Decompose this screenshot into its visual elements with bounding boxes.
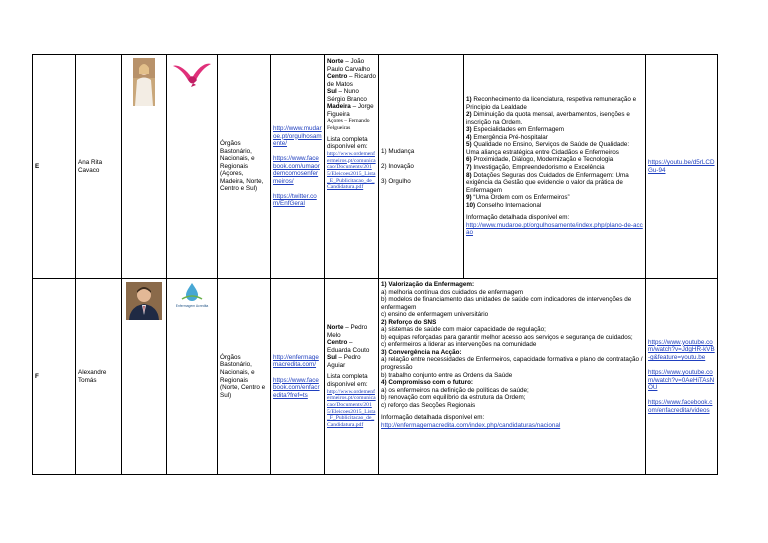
pink-bird-logo — [171, 58, 213, 88]
info-link[interactable]: http://enfermagemacredita.com/index.php/candidaturas/nacional — [381, 421, 561, 429]
youtube-link[interactable]: https://youtu.be/d5rLCDGu-94 — [648, 158, 715, 174]
list-letter: F — [33, 279, 76, 475]
twitter-link[interactable]: https://twitter.com/EnfGeral — [273, 192, 317, 208]
youtube-link[interactable]: https://www.youtube.com/watch?v=0AeHiTAsNOU — [648, 368, 715, 392]
candidates-table — [32, 54, 718, 475]
list-pdf-link[interactable]: http://www.ordemenfermeiros.pt/comunicacao/Documents/2015/Eleicoes2015_Lista_F_Publicitacao_de_Candidatura.pdf — [327, 388, 376, 429]
organs: Órgãos Bastonário, Nacionais, e Regionais (Açores, Madeira, Norte, Centro e Sul) — [218, 55, 271, 279]
list-pdf-link[interactable]: http://www.ordemenfermeiros.pt/comunicacao/Documents/2015/Eleicoes2015_Lista_E_Publicitacao_de_Candidatura.pdf — [327, 150, 376, 191]
list-item: 4) Emergência Pré-hospitalar — [466, 133, 548, 141]
program: 1) Reconhecimento da licenciatura, respetiva remuneração e Princípio da Lealdade 2) Diminuição da quota mensal, averbamentos, isenções e inscrição na Ordem. 3) Especialidades em Enfermagem 4) Emergência Pré-hospitalar 5) Qualidade no Ensino, Serviços de Saúde de Qualidade: Uma aliança estratégica entre Cidadãos e Enfermeiros 6) Proximidade, Diálogo, Modernização e Tecnologia 7) Investigação, Empreendedorismo e Excelência 8) Dotações Seguras dos Cuidados de Enfermagem: Uma exigência da Gestão que evidencie o valor da prática de Enfermagem 9) “Uma Ordem com os Enfermeiros” 10) Conselho Internacional Informação detalhada disponível em: http://www.mudaroe.pt/orgulhosamente/index.php/plano-de-accao — [464, 55, 646, 279]
program: 1) Valorização da Enfermagem: a) melhoria contínua dos cuidados de enfermagem b) modelos de financiamento das unidades de saúde com indicadores de intervenções de enfermagem c) ensino de enfermagem universitário 2) Reforço do SNS a) sistemas de saúde com maior capacidade de regulação; b) equipas reforçadas para garantir melhor acesso aos serviços e segurança de cuidados; c) enfermeiros a liderar as intervenções na comunidade 3) Convergência na Acção: a) relação entre necessidades de Enfermeiros, capacidade formativa e plano de contratação / progressão b) trabalho conjunto entre as Ordens da Saúde 4) Compromisso com o futuro: a) os enfermeiros na definição de políticas de saúde; b) renovação com equilíbrio da estrutura da Ordem; c) reforço das Secções Regionais Informação detalhada disponível em: http://enfermagemacredita.com/index.php/candidaturas/nacional — [379, 279, 646, 475]
links — [271, 279, 325, 475]
candidate-name: Alexandre Tomás — [76, 279, 122, 475]
list-item: 1) Reconhecimento da licenciatura, respetiva remuneração e Princípio da Lealdade — [466, 96, 637, 111]
media-links — [646, 279, 718, 475]
list-item: 8) Dotações Seguras dos Cuidados de Enfermagem: Uma exigência da Gestão que evidencie o valor da prática de Enfermagem — [466, 171, 629, 194]
table-row: F Alexandre Tomás Enfermagem Acredita Órgãos Bastonário, Nacionais, e Regionais (Norte, Centro e Sul) http://enfermagemacredita.com/ https://www.facebook.com/enfacredita?fref=ts Norte – Pedro Melo Centro – Eduarda Couto Sul – Pedro Aguiar Lista completa disponível em: http://www.ordemenfermeiros.pt/comunicacao/Documents/2015/Eleicoes2015_Lista_F_Publicitacao_de_Candidatura.pdf 1) Valorização da Enfermagem: a) melhoria contínua dos cuidados de enfermagem b) modelos de financiamento das unidades de saúde com indicadores de intervenções de enfermagem c) ensino de enfermagem universitário 2) Reforço do SNS a) sistemas de saúde com maior capacidade de regulação; b) equipas reforçadas para garantir melhor acesso aos serviços e segurança de cuidados; c) enfermeiros a liderar as intervenções na comunidade 3) Convergência na Acção: a) relação entre necessidades de Enfermeiros, capacidade formativa e plano de contratação / progressão b) trabalho conjunto entre as Ordens da Saúde 4) Compromisso com o futuro: a) os enfermeiros na definição de políticas de saúde; b) renovação com equilíbrio da estrutura da Ordem; c) reforço das Secções Regionais Informação detalhada disponível em: http://enfermagemacredita.com/index.php/candidaturas/nacional https://www.youtube.com/watch?v=JdgHR-kVB-g&feature=youtu.be https://www.youtube.com/watch?v=0AeHiTAsNOU https://www.facebook.com/enfacredita/videos — [33, 279, 718, 475]
regional-heads: Norte – João Paulo Carvalho Centro – Ricardo de Matos Sul – Nuno Sérgio Branco Madeira – Jorge Figueira Açores – Fernando Felgueiras Lista completa disponível em: http://www.ordemenfermeiros.pt/comunicacao/Documents/2015/Eleicoes2015_Lista_E_Publicitacao_de_Candidatura.pdf — [325, 55, 379, 279]
list-item: 10) Conselho Internacional — [466, 201, 542, 209]
website-link[interactable]: http://enfermagemacredita.com/ — [273, 353, 319, 369]
list-item: 7) Investigação, Empreendedorismo e Excelência — [466, 164, 605, 171]
list-letter: E — [33, 55, 76, 279]
organs: Órgãos Bastonário, Nacionais, e Regionais (Norte, Centro e Sul) — [218, 279, 271, 475]
list-item: 5) Qualidade no Ensino, Serviços de Saúde de Qualidade: Uma aliança estratégica entre Cidadãos e Enfermeiros — [466, 141, 630, 156]
list-item: 9) “Uma Ordem com os Enfermeiros” — [466, 194, 570, 202]
info-link[interactable]: http://www.mudaroe.pt/orgulhosamente/index.php/plano-de-accao — [466, 221, 643, 237]
table-row — [33, 55, 718, 279]
motto: 1) Mudança 2) Inovação 3) Orgulho — [379, 55, 464, 279]
links — [271, 55, 325, 279]
youtube-link[interactable]: https://www.youtube.com/watch?v=JdgHR-kVB-g&feature=youtu.be — [648, 338, 715, 361]
facebook-link[interactable]: https://www.facebook.com/enfacredita?fref=ts — [273, 376, 320, 399]
facebook-videos-link[interactable]: https://www.facebook.com/enfacredita/videos — [648, 399, 713, 414]
list-item: 3) Especialidades em Enfermagem — [466, 126, 565, 134]
facebook-link[interactable]: https://www.facebook.com/umaordemcomosenfermeiros/ — [273, 155, 320, 185]
list-item: 6) Proximidade, Diálogo, Modernização e Tecnologia — [466, 156, 614, 164]
list-item: 2) Diminuição da quota mensal, averbamentos, isenções e inscrição na Ordem. — [466, 111, 630, 126]
candidate-photo — [133, 58, 155, 106]
enfermagem-acredita-logo — [172, 282, 212, 304]
candidate-photo — [126, 282, 162, 320]
candidate-name: Ana Rita Cavaco — [76, 55, 122, 279]
website-link[interactable]: http://www.mudaroe.pt/orgulhosamente/ — [273, 124, 322, 148]
media-links — [646, 55, 718, 279]
regional-heads: Norte – Pedro Melo Centro – Eduarda Couto Sul – Pedro Aguiar Lista completa disponível em: http://www.ordemenfermeiros.pt/comunicacao/Documents/2015/Eleicoes2015_Lista_F_Publicitacao_de_Candidatura.pdf — [325, 279, 379, 475]
